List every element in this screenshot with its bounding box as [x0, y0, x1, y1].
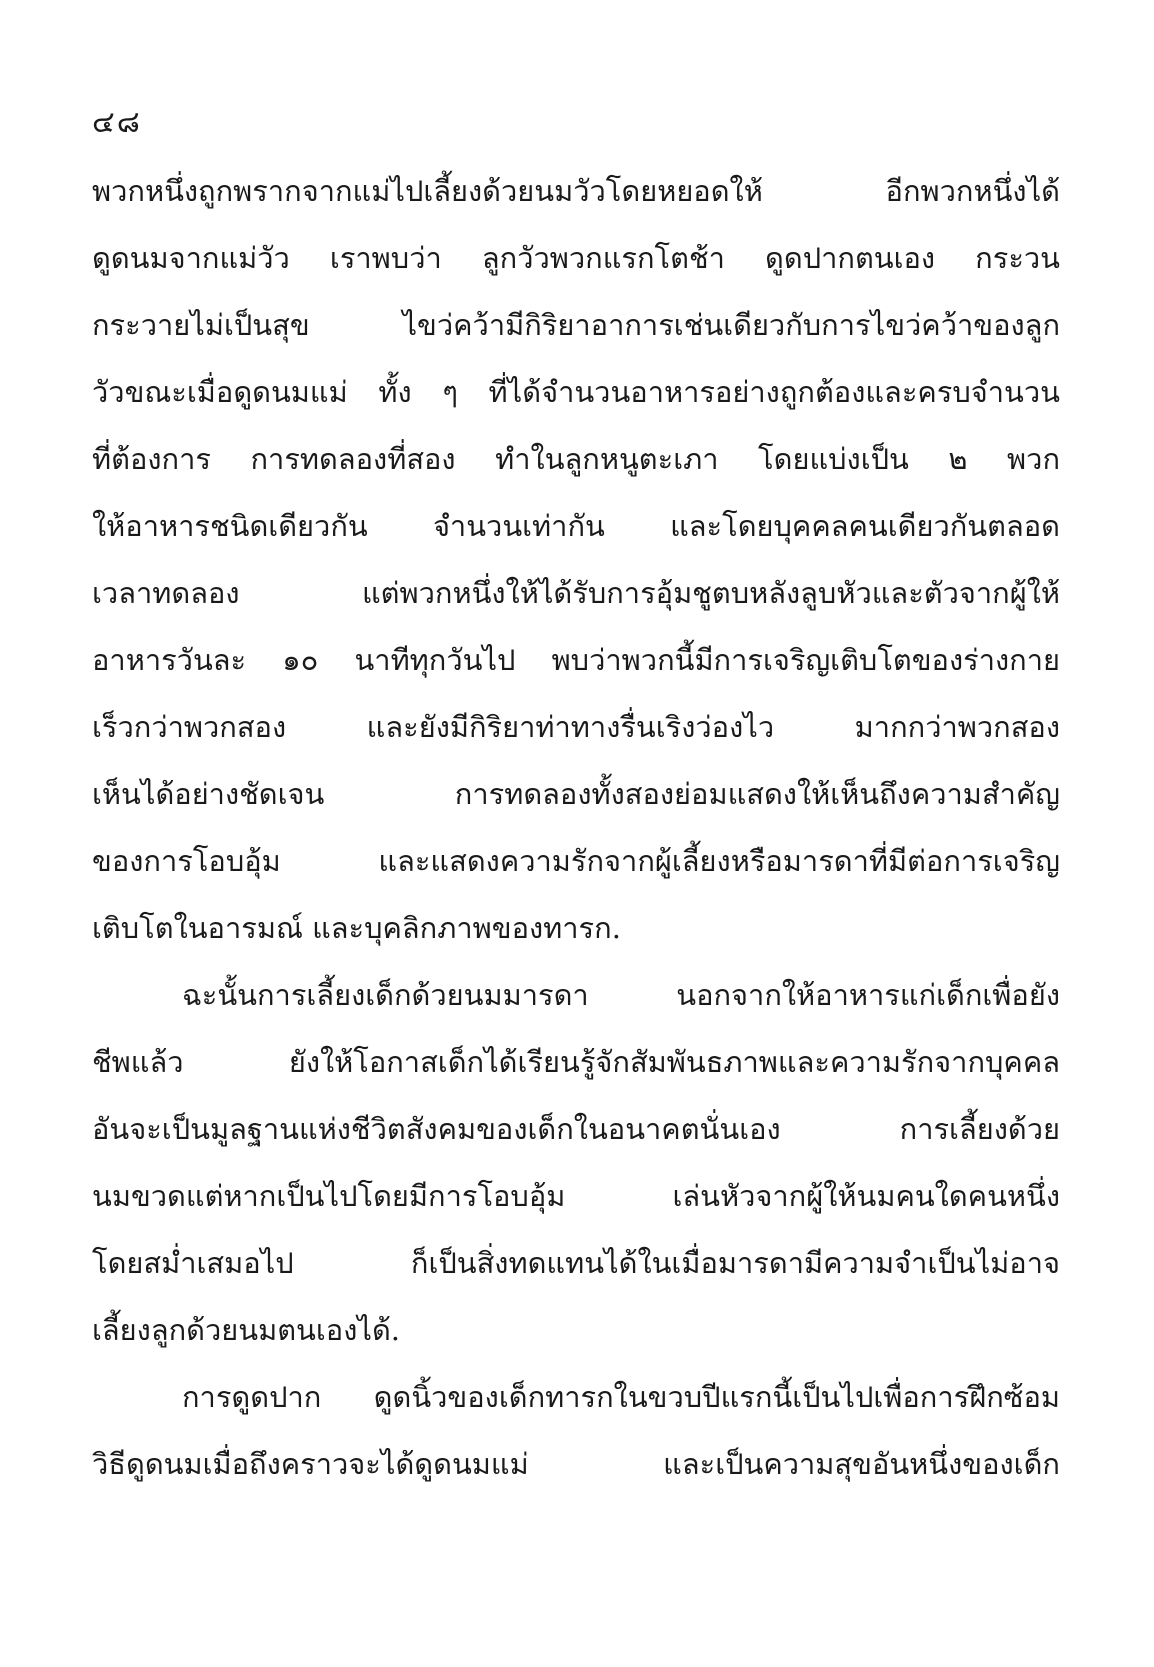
text-line: ฉะนั้นการเลี้ยงเด็กด้วยนมมารดา นอกจากให้อาหารแก่เด็กเพื่อยัง — [182, 978, 1060, 1012]
text-line: ที่ต้องการ การทดลองที่สอง ทำในลูกหนูตะเภา โดยแบ่งเป็น ๒ พวก — [92, 442, 1060, 476]
text-line: ของการโอบอุ้ม และแสดงความรักจากผู้เลี้ยงหรือมารดาที่มีต่อการเจริญ — [92, 844, 1060, 878]
text-line: ชีพแล้ว ยังให้โอกาสเด็กได้เรียนรู้จักสัมพันธภาพและความรักจากบุคคล — [92, 1045, 1060, 1079]
text-line: วิธีดูดนมเมื่อถึงคราวจะได้ดูดนมแม่ และเป็นความสุขอันหนึ่งของเด็ก — [92, 1447, 1060, 1481]
text-line: เลี้ยงลูกด้วยนมตนเองได้. — [92, 1313, 400, 1347]
text-line: อันจะเป็นมูลฐานแห่งชีวิตสังคมของเด็กในอนาคตนั่นเอง การเลี้ยงด้วย — [92, 1112, 1060, 1146]
body-text — [92, 158, 1060, 1498]
text-line: นมขวดแต่หากเป็นไปโดยมีการโอบอุ้ม เล่นหัวจากผู้ให้นมคนใดคนหนึ่ง — [92, 1179, 1060, 1213]
text-line: โดยสม่ำเสมอไป ก็เป็นสิ่งทดแทนได้ในเมื่อมารดามีความจำเป็นไม่อาจ — [92, 1246, 1060, 1280]
text-line: วัวขณะเมื่อดูดนมแม่ ทั้ง ๆ ที่ได้จำนวนอาหารอย่างถูกต้องและครบจำนวน — [92, 375, 1060, 409]
text-line: กระวายไม่เป็นสุข ไขว่คว้ามีกิริยาอาการเช่นเดียวกับการไขว่คว้าของลูก — [92, 308, 1060, 342]
text-line: พวกหนึ่งถูกพรากจากแม่ไปเลี้ยงด้วยนมวัวโดยหยอดให้ อีกพวกหนึ่งได้ — [92, 174, 1060, 208]
text-line: อาหารวันละ ๑๐ นาทีทุกวันไป พบว่าพวกนี้มีการเจริญเติบโตของร่างกาย — [92, 643, 1060, 677]
text-line: ให้อาหารชนิดเดียวกัน จำนวนเท่ากัน และโดยบุคคลคนเดียวกันตลอด — [92, 509, 1060, 543]
text-line: เติบโตในอารมณ์ และบุคลิกภาพของทารก. — [92, 911, 621, 945]
text-line: เห็นได้อย่างชัดเจน การทดลองทั้งสองย่อมแสดงให้เห็นถึงความสำคัญ — [92, 777, 1060, 811]
page-number: ๔๘ — [92, 105, 142, 140]
text-line: การดูดปาก ดูดนิ้วของเด็กทารกในขวบปีแรกนี้เป็นไปเพื่อการฝึกซ้อม — [182, 1380, 1060, 1414]
text-line: ดูดนมจากแม่วัว เราพบว่า ลูกวัวพวกแรกโตช้า ดูดปากตนเอง กระวน — [92, 241, 1060, 275]
text-line: เร็วกว่าพวกสอง และยังมีกิริยาท่าทางรื่นเริงว่องไว มากกว่าพวกสอง — [92, 710, 1060, 744]
text-line: เวลาทดลอง แต่พวกหนึ่งให้ได้รับการอุ้มชูตบหลังลูบหัวและตัวจากผู้ให้ — [92, 576, 1060, 610]
